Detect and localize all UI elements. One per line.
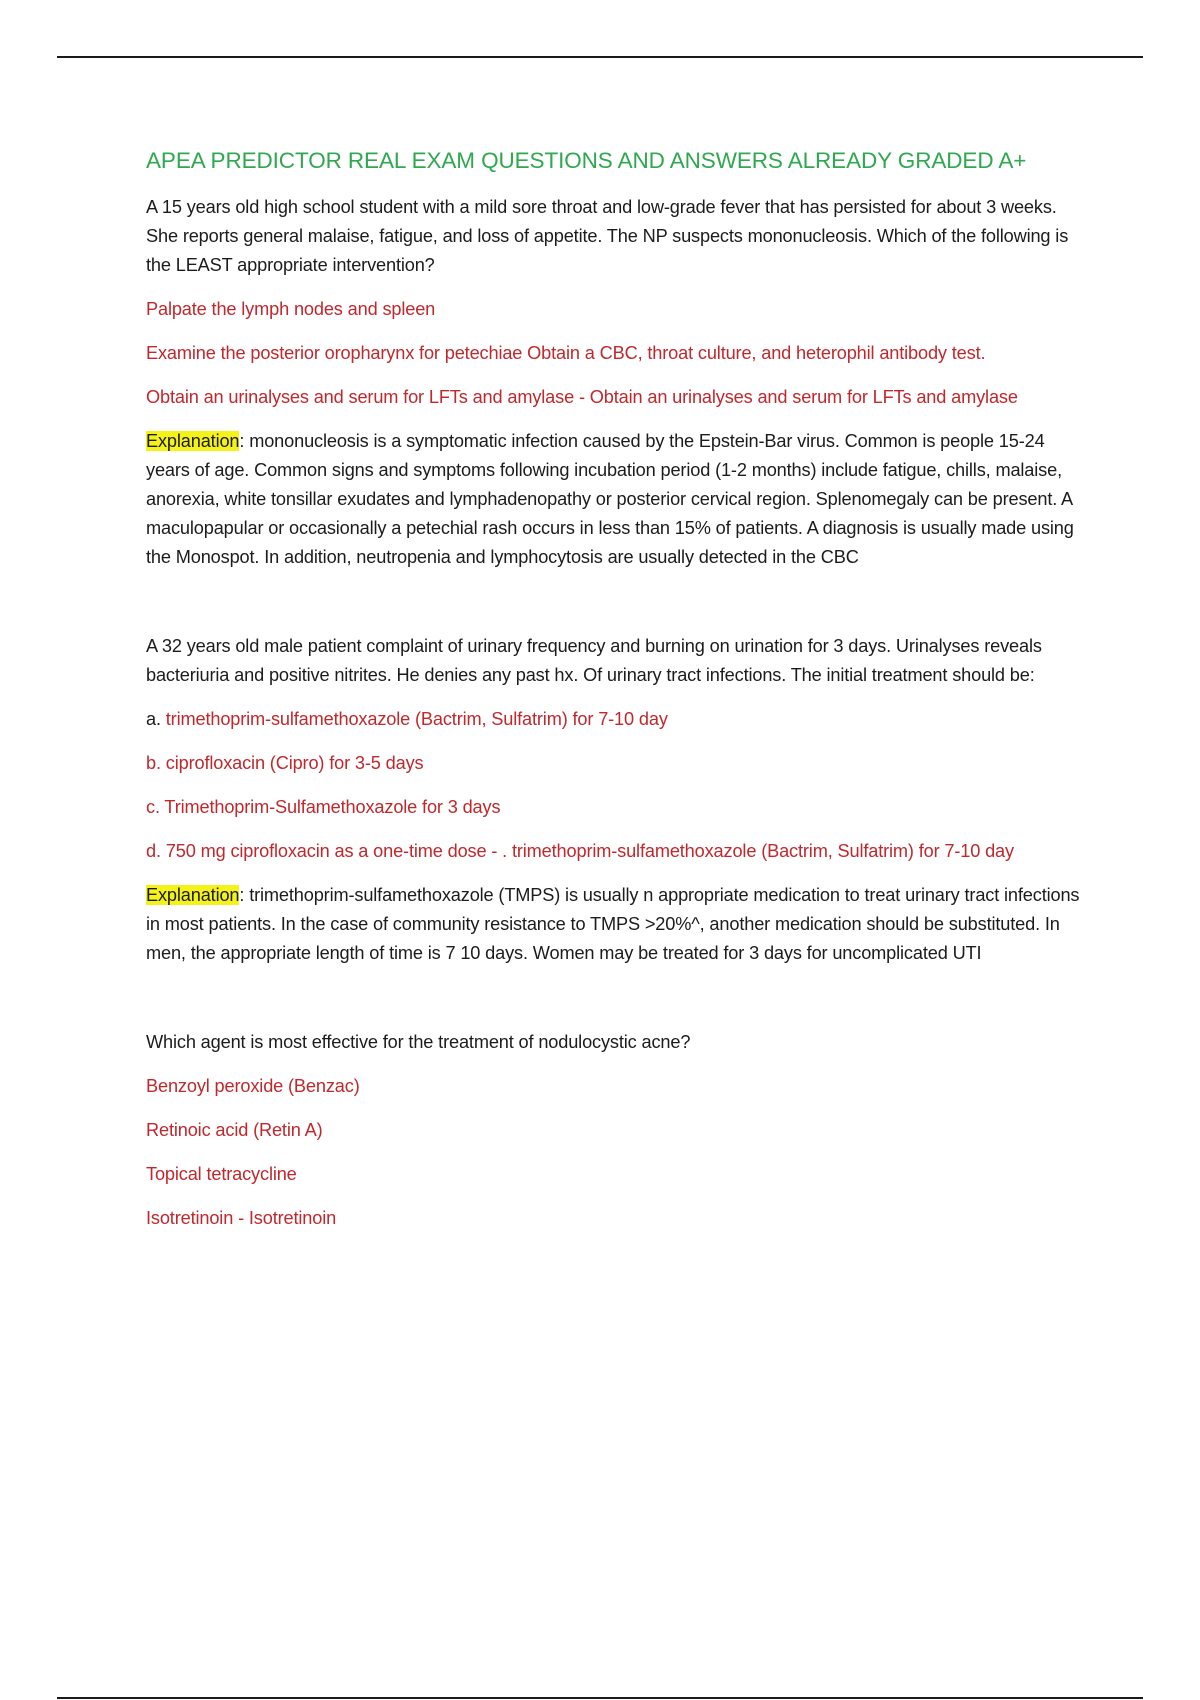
question-text: Which agent is most effective for the treatment of nodulocystic acne?: [146, 1032, 691, 1052]
question-text: A 32 years old male patient complaint of urinary frequency and burning on urination for 3 days. Urinalyses reveals bacteriuria and positive nitrites. He denies any past hx. Of urinary tract infections. The initial treatment should be:: [146, 636, 1042, 685]
bottom-rule: [57, 1697, 1143, 1699]
option-text: b. ciprofloxacin (Cipro) for 3-5 days: [146, 753, 424, 773]
spacer: [146, 572, 1091, 632]
answer-option: Examine the posterior oropharynx for petechiae Obtain a CBC, throat culture, and heterophil antibody test.: [146, 343, 986, 363]
explanation: [146, 427, 1091, 572]
option-text: c. Trimethoprim-Sulfamethoxazole for 3 days: [146, 797, 501, 817]
answer-option: [146, 793, 1091, 822]
document-body: [146, 148, 1091, 1248]
answer-option: Obtain an urinalyses and serum for LFTs and amylase - Obtain an urinalyses and serum for LFTs and amylase: [146, 387, 1018, 407]
answer-option: [146, 749, 1091, 778]
explanation-label: Explanation: [146, 885, 240, 905]
explanation-text: : trimethoprim-sulfamethoxazole (TMPS) is usually n appropriate medication to treat urinary tract infections in most patients. In the case of community resistance to TMPS >20%^, another medication should be substituted. In men, the appropriate length of time is 7 10 days. Women may be treated for 3 days for uncomplicated UTI: [146, 885, 1080, 963]
answer-option: Isotretinoin - Isotretinoin: [146, 1208, 337, 1228]
spacer: [146, 968, 1091, 1028]
option-text: trimethoprim-sulfamethoxazole (Bactrim, Sulfatrim) for 7-10 day: [165, 709, 668, 729]
answer-option: [146, 705, 1091, 734]
answer-option: Benzoyl peroxide (Benzac): [146, 1076, 360, 1096]
option-prefix: a.: [146, 709, 166, 729]
answer-option: Topical tetracycline: [146, 1164, 297, 1184]
top-rule: [57, 56, 1143, 58]
document-title: APEA PREDICTOR REAL EXAM QUESTIONS AND ANSWERS ALREADY GRADED A+: [146, 148, 1027, 173]
option-text: d. 750 mg ciprofloxacin as a one-time dose - . trimethoprim-sulfamethoxazole (Bactrim, Sulfatrim) for 7-10 day: [146, 841, 1014, 861]
explanation-label: Explanation: [146, 431, 240, 451]
answer-option: Palpate the lymph nodes and spleen: [146, 299, 436, 319]
question-block-2: [146, 632, 1091, 968]
question-block-1: [146, 193, 1091, 572]
question-block-3: [146, 1028, 1091, 1233]
explanation: [146, 881, 1091, 968]
explanation-text: : mononucleosis is a symptomatic infection caused by the Epstein-Bar virus. Common is people 15-24 years of age. Common signs and symptoms following incubation period (1-2 months) include fatigue, chills, malaise, anorexia, white tonsillar exudates and lymphadenopathy or posterior cervical region. Splenomegaly can be present. A maculopapular or occasionally a petechial rash occurs in less than 15% of patients. A diagnosis is usually made using the Monospot. In addition, neutropenia and lymphocytosis are usually detected in the CBC: [146, 431, 1074, 567]
question-text: A 15 years old high school student with a mild sore throat and low-grade fever that has persisted for about 3 weeks. She reports general malaise, fatigue, and loss of appetite. The NP suspects mononucleosis. Which of the following is the LEAST appropriate intervention?: [146, 197, 1069, 275]
answer-option: Retinoic acid (Retin A): [146, 1120, 323, 1140]
answer-option: [146, 837, 1091, 866]
